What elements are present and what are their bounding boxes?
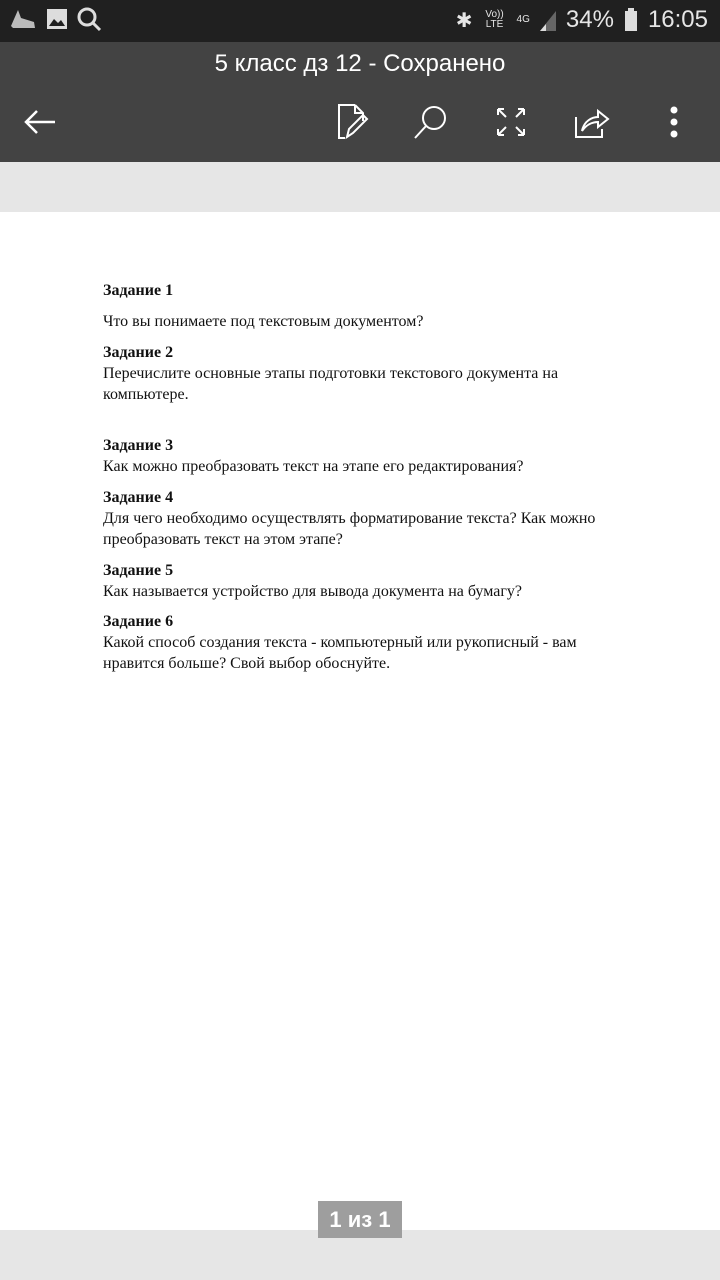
edit-document-icon: [335, 103, 369, 141]
search-button[interactable]: [408, 100, 452, 144]
app-bar: [0, 42, 720, 162]
task-text: Что вы понимаете под текстовым документом?: [103, 313, 424, 330]
task-2: [103, 342, 558, 405]
battery-percent: 34%: [565, 6, 614, 33]
edit-button[interactable]: [330, 100, 374, 144]
search-icon: [76, 6, 102, 32]
task-text: компьютере.: [103, 386, 189, 403]
task-heading: Задание 5: [103, 562, 174, 579]
network-indicator: 4G: [516, 14, 530, 25]
task-1: [103, 280, 423, 332]
volte-indicator: Vo)) LTE: [485, 9, 504, 30]
document-title: 5 класс дз 12 - Сохранено: [214, 50, 506, 77]
task-text: Как называется устройство для вывода документа на бумагу?: [103, 583, 522, 600]
task-5: [103, 560, 522, 602]
task-heading: Задание 1: [103, 282, 174, 299]
search-icon: [412, 104, 448, 140]
page-indicator: 1 из 1: [318, 1201, 402, 1238]
status-bar: [0, 0, 720, 42]
back-button[interactable]: [18, 100, 62, 144]
task-text: Как можно преобразовать текст на этапе его редактирования?: [103, 458, 524, 475]
signal-icon: [540, 9, 556, 31]
task-heading: Задание 2: [103, 344, 174, 361]
task-text: преобразовать текст на этом этапе?: [103, 531, 343, 548]
task-3: [103, 435, 524, 477]
fullscreen-button[interactable]: [489, 100, 533, 144]
task-text: Какой способ создания текста - компьютерный или рукописный - вам: [103, 634, 577, 651]
share-button[interactable]: [570, 100, 614, 144]
bluetooth-icon: ✱: [455, 9, 473, 32]
clock: 16:05: [647, 6, 708, 33]
task-text: Перечислите основные этапы подготовки текстового документа на: [103, 365, 559, 382]
task-heading: Задание 6: [103, 613, 174, 630]
more-options-button[interactable]: [652, 100, 696, 144]
image-icon: [46, 8, 68, 30]
task-4: [103, 487, 595, 550]
shoe-icon: [8, 6, 38, 32]
more-vertical-icon: [669, 106, 679, 138]
task-text: Для чего необходимо осуществлять форматирование текста? Как можно: [103, 510, 596, 527]
task-6: [103, 611, 577, 674]
fullscreen-icon: [495, 106, 527, 138]
task-heading: Задание 3: [103, 437, 174, 454]
task-text: нравится больше? Свой выбор обоснуйте.: [103, 655, 391, 672]
share-icon: [574, 105, 610, 139]
arrow-left-icon: [23, 108, 57, 136]
battery-icon: [624, 8, 638, 32]
task-heading: Задание 4: [103, 489, 174, 506]
viewer-background-top: [0, 162, 720, 212]
